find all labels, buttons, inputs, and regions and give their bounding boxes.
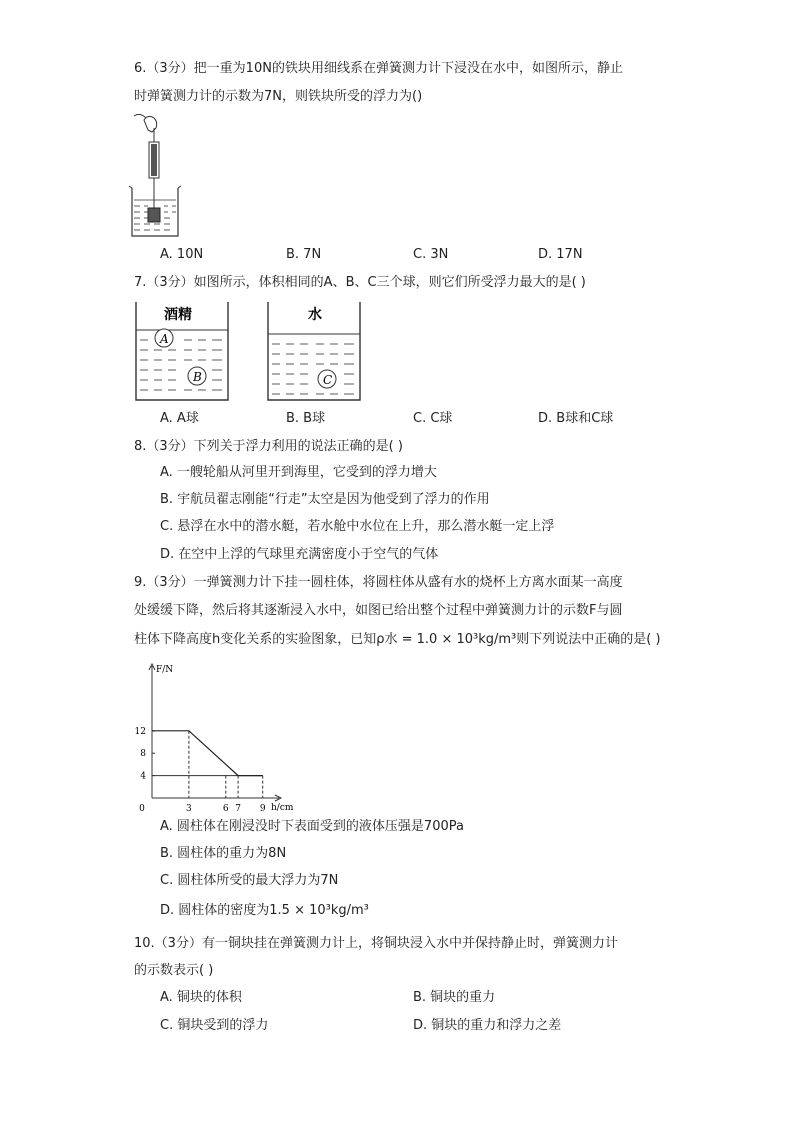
label-alcohol: 酒精 [164,307,192,323]
q6-option-a: A. 10N [160,247,204,262]
q10-line2: 的示数表示( ) [134,963,214,978]
q10-option-d: D. 铜块的重力和浮力之差 [413,1018,562,1033]
q7-line1: 7.（3分）如图所示，体积相同的A、B、C三个球，则它们所受浮力最大的是( ) [134,275,586,290]
q8-option-a: A. 一艘轮船从河里开到海里，它受到的浮力增大 [160,465,437,480]
q9-line1: 9.（3分）一弹簧测力计下挂一圆柱体，将圆柱体从盛有水的烧杯上方离水面某一高度 [134,575,623,590]
x-tick-label: 3 [186,804,192,814]
x-tick-label: 6 [222,804,229,814]
q9-option-c: C. 圆柱体所受的最大浮力为7N [160,873,339,888]
q10-line1: 10.（3分）有一铜块挂在弹簧测力计上，将铜块浸入水中并保持静止时，弹簧测力计 [134,936,618,951]
water-container-figure [266,300,362,402]
x-tick-label: 7 [235,804,241,814]
q9-line3: 柱体下降高度h变化关系的实验图象，已知ρ水 = 1.0 × 10³kg/m³则下列说法中正确的是( ) [134,632,661,647]
q9-option-a: A. 圆柱体在刚浸没时下表面受到的液体压强是700Pa [160,819,464,834]
q7-option-a: A. A球 [160,411,199,426]
q7-option-c: C. C球 [413,411,453,426]
label-water: 水 [308,307,322,323]
q6-option-b: B. 7N [286,247,322,262]
spring-scale-beaker-figure [128,112,184,242]
q8-option-d: D. 在空中上浮的气球里充满密度小于空气的气体 [160,547,439,562]
q9-option-d: D. 圆柱体的密度为1.5 × 10³kg/m³ [160,903,369,918]
q8-option-b: B. 宇航员翟志刚能“行走”太空是因为他受到了浮力的作用 [160,492,490,507]
q9-option-b: B. 圆柱体的重力为8N [160,846,287,861]
q9-line2: 处缓缓下降，然后将其逐渐浸入水中，如图已给出整个过程中弹簧测力计的示数F与圆 [134,603,623,618]
q10-option-b: B. 铜块的重力 [413,990,496,1005]
q10-option-c: C. 铜块受到的浮力 [160,1018,269,1033]
alcohol-container-figure [134,300,230,402]
q6-line1: 6.（3分）把一重为10N的铁块用细线系在弹簧测力计下浸没在水中，如图所示，静止 [134,61,623,76]
series-line [152,731,263,776]
q6-line2: 时弹簧测力计的示数为7N，则铁块所受的浮力为() [134,89,423,104]
y-axis-label: F/N [156,665,174,675]
q6-option-d: D. 17N [538,247,583,262]
q6-option-c: C. 3N [413,247,449,262]
x-tick-label: 9 [259,804,266,814]
q10-option-a: A. 铜块的体积 [160,990,242,1005]
q7-option-b: B. B球 [286,411,326,426]
ball-a-label: A [160,332,169,346]
ball-c-label: C [323,373,333,387]
x-tick-label: 0 [139,804,145,814]
ball-b-label: B [193,370,202,384]
force-height-chart [130,660,300,814]
q8-option-c: C. 悬浮在水中的潜水艇，若水舱中水位在上升，那么潜水艇一定上浮 [160,519,555,534]
y-tick-label: 12 [134,726,146,737]
y-tick-label: 8 [140,749,146,760]
y-tick-label: 4 [140,771,146,782]
x-axis-label: h/cm [271,803,294,813]
q7-option-d: D. B球和C球 [538,411,614,426]
q8-line1: 8.（3分）下列关于浮力利用的说法正确的是( ) [134,439,403,454]
